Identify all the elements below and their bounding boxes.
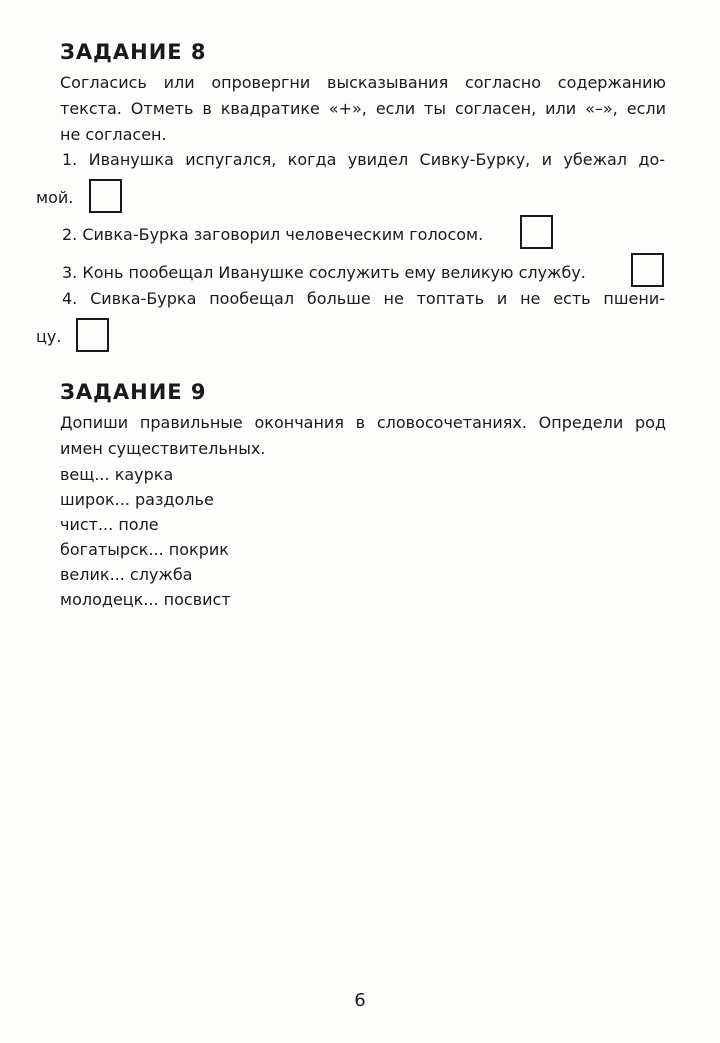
task-8-item-1-text: 1. Иванушка испугался, когда увидел Сивку-Бурку, и убежал до- (62, 150, 665, 169)
task-8-item-2-text: 2. Сивка-Бурка заговорил человеческим голосом. (62, 225, 484, 244)
task-8-instruction (60, 70, 666, 148)
task-8-instruction-line: текста. Отметь в квадратике «+», если ты согласен, или «–», если (60, 99, 666, 118)
task-9-phrase: богатырск... покрик (60, 540, 229, 559)
task-8-item-3-checkbox[interactable] (631, 253, 664, 287)
task-9-phrase: широк... раздолье (60, 490, 214, 509)
task-9-phrase: велик... служба (60, 565, 193, 584)
task-9-phrase: молодецк... посвист (60, 590, 231, 609)
page-number: 6 (354, 990, 366, 1011)
task-9-instruction-line: Допиши правильные окончания в словосочетаниях. Определи род (60, 413, 666, 432)
task-8-item-4-text-cont: цу. (36, 327, 62, 346)
task-8-item-4-checkbox[interactable] (76, 318, 109, 352)
task-9-instruction (60, 410, 666, 462)
task-9-title: ЗАДАНИЕ 9 (60, 380, 207, 404)
task-8-title: ЗАДАНИЕ 8 (60, 40, 207, 64)
task-8-item-1-text-cont: мой. (36, 188, 74, 207)
task-9-phrase: чист... поле (60, 515, 159, 534)
task-8-instruction-line: не согласен. (60, 125, 167, 144)
task-8-item-2-checkbox[interactable] (520, 215, 553, 249)
task-8-item-3-text: 3. Конь пообещал Иванушке сослужить ему великую службу. (62, 263, 586, 282)
task-8-instruction-line: Согласись или опровергни высказывания согласно содержанию (60, 73, 666, 92)
task-9-phrase: вещ... каурка (60, 465, 174, 484)
task-9-instruction-line: имен существительных. (60, 439, 266, 458)
task-8-item-4-text: 4. Сивка-Бурка пообещал больше не топтать и не есть пшени- (62, 289, 665, 308)
task-8-item-1-checkbox[interactable] (89, 179, 122, 213)
